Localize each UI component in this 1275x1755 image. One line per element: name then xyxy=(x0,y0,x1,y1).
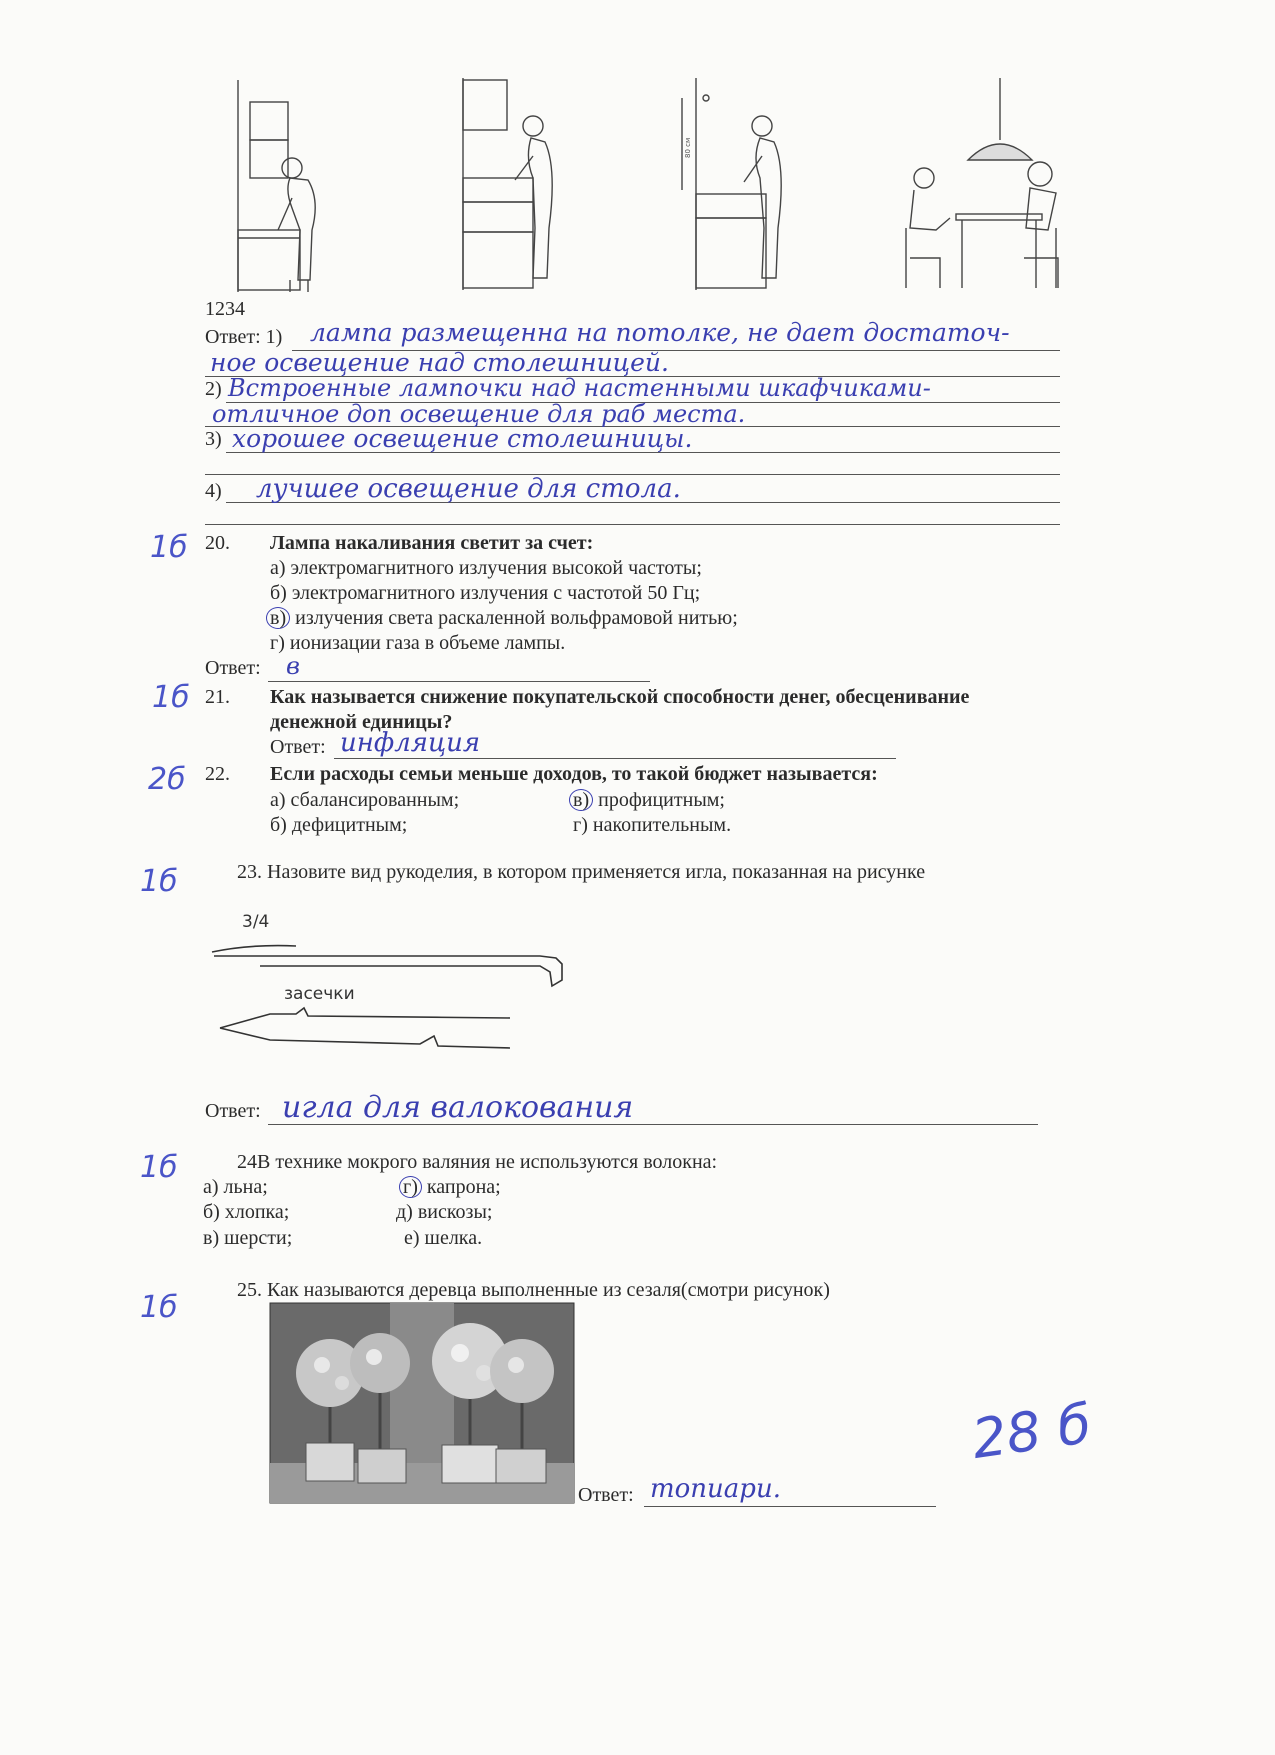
dining-figure-4 xyxy=(880,78,1090,318)
kitchen-figure-2 xyxy=(455,78,585,298)
q19-answer-3: хорошее освещение столешницы. xyxy=(232,424,693,453)
q19-answer-2-line1: Встроенные лампочки над настенными шкафчиками- xyxy=(228,374,931,402)
q24-question: 24В технике мокрого валяния не используются волокна: xyxy=(237,1151,718,1173)
q22-option-v xyxy=(569,789,725,812)
figure-numbers: 1234 xyxy=(205,298,245,320)
q20-option-v-circle: в) xyxy=(266,607,290,629)
q19-num-4: 4) xyxy=(205,480,222,502)
q19-answer-4: лучшее освещение для стола. xyxy=(256,474,681,504)
q21-grade: 1б xyxy=(152,680,190,715)
q24-option-e: е) шелка. xyxy=(404,1227,483,1249)
q20-option-b: б) электромагнитного излучения с частотой 50 Гц; xyxy=(270,582,701,604)
q22-grade: 2б xyxy=(148,762,186,797)
q20-answer-label: Ответ: xyxy=(205,657,261,679)
q21-number: 21. xyxy=(205,686,230,708)
q22-option-b: б) дефицитным; xyxy=(270,814,408,836)
q20-option-v xyxy=(266,607,738,630)
kitchen-figure-1 xyxy=(230,80,350,320)
q21-question-line1: Как называется снижение покупательской способности денег, обесценивание xyxy=(270,686,970,708)
q23-grade: 1б xyxy=(140,864,178,899)
q22-option-g: г) накопительным. xyxy=(573,814,732,836)
total-grade: 28 б xyxy=(968,1392,1095,1471)
q25-answer-label: Ответ: xyxy=(578,1484,634,1506)
q23-answer-label: Ответ: xyxy=(205,1100,261,1122)
q20-option-g: г) ионизации газа в объеме лампы. xyxy=(270,632,566,654)
q24-option-a: а) льна; xyxy=(203,1176,268,1198)
q24-grade: 1б xyxy=(140,1150,178,1185)
q19-answer-label: Ответ: 1) xyxy=(205,326,283,348)
q22-option-v-text: профицитным; xyxy=(598,789,725,811)
svg-text:80 см: 80 см xyxy=(684,137,692,158)
q25-answer: топиари. xyxy=(650,1474,781,1504)
q23-answer: игла для валокования xyxy=(282,1090,634,1125)
q25-question: 25. Как называются деревца выполненные из сезаля(смотри рисунок) xyxy=(237,1279,830,1301)
q21-question-line2: денежной единицы? xyxy=(270,711,453,733)
needle-label-3-4: 3/4 xyxy=(242,912,270,932)
q25-grade: 1б xyxy=(140,1290,178,1325)
q20-option-v-text: излучения света раскаленной вольфрамовой нитью; xyxy=(295,607,738,629)
topiary-photo xyxy=(270,1303,574,1503)
q19-answer-1-line1: лампа размещенна на потолке, не дает достаточ- xyxy=(310,318,1010,347)
q22-option-v-circle: в) xyxy=(569,789,593,811)
q23-question: 23. Назовите вид рукоделия, в котором применяется игла, показанная на рисунке xyxy=(237,861,926,883)
q20-number: 20. xyxy=(205,532,230,554)
q20-grade: 1б xyxy=(150,530,188,565)
kitchen-figure-3 xyxy=(680,78,810,298)
q19-num-3: 3) xyxy=(205,428,222,450)
felting-needle-figure xyxy=(200,930,580,1070)
q24-option-v: в) шерсти; xyxy=(203,1227,293,1249)
q20-answer: в xyxy=(286,652,300,680)
q19-answer-1-line2: ное освещение над столешницей. xyxy=(210,348,669,377)
q24-option-g-circle: г) xyxy=(399,1176,422,1198)
q20-question: Лампа накаливания светит за счет: xyxy=(270,532,594,554)
q24-option-g-text: капрона; xyxy=(426,1176,501,1198)
q22-number: 22. xyxy=(205,763,230,785)
q22-question: Если расходы семьи меньше доходов, то такой бюджет называется: xyxy=(270,763,878,785)
q19-num-2: 2) xyxy=(205,378,222,400)
q22-option-a: а) сбалансированным; xyxy=(270,789,460,811)
needle-label-notches: засечки xyxy=(284,984,355,1004)
q19-answer-2-line2: отличное доп освещение для раб места. xyxy=(212,400,746,428)
q20-option-a: а) электромагнитного излучения высокой частоты; xyxy=(270,557,702,579)
q21-answer: инфляция xyxy=(340,728,481,758)
q24-option-g xyxy=(399,1176,501,1199)
q24-option-d: д) вискозы; xyxy=(396,1201,493,1223)
q24-option-b: б) хлопка; xyxy=(203,1201,290,1223)
q21-answer-label: Ответ: xyxy=(270,736,326,758)
